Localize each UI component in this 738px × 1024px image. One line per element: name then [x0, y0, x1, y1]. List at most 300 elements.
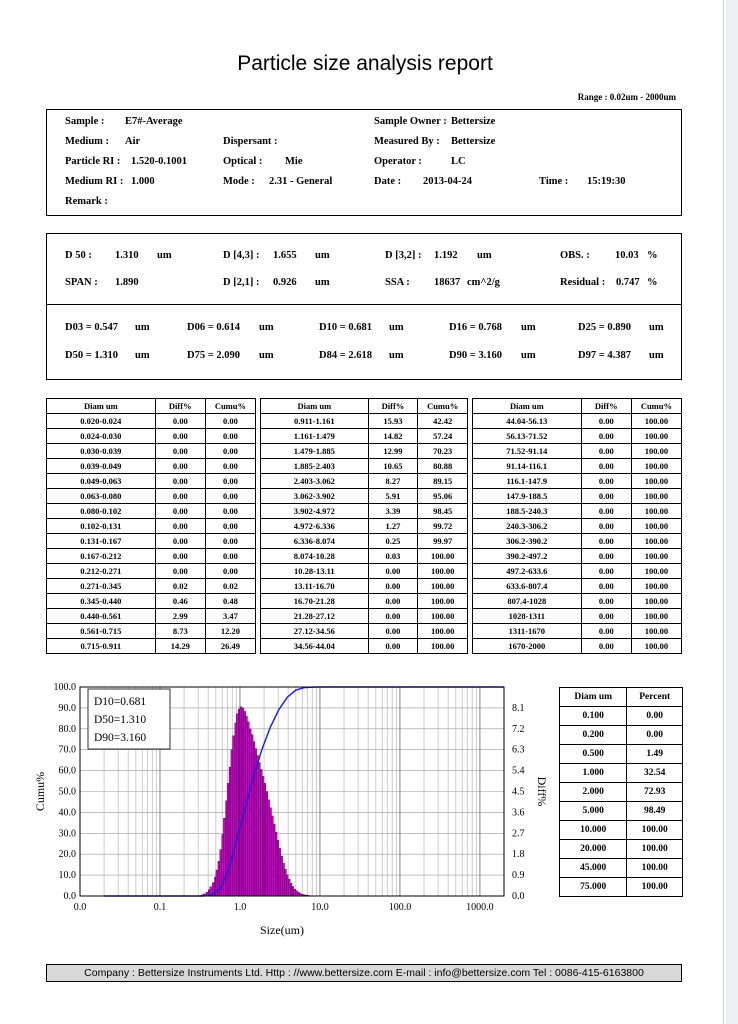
table-row	[261, 624, 468, 639]
y-left-tick-label: 20.0	[58, 849, 76, 861]
table-row	[560, 764, 683, 783]
diff-bar	[235, 723, 237, 896]
y-right-axis-label: Diff%	[535, 776, 549, 807]
obs-label: OBS. :	[560, 250, 590, 261]
pct-d25: D25 = 0.890	[578, 322, 631, 333]
table-cell: 13.11-16.70	[261, 579, 369, 594]
pct-d03-unit: um	[135, 322, 150, 333]
table-cell: 306.2-390.2	[473, 534, 582, 549]
table-cell: 0.212-0.271	[47, 564, 156, 579]
table-row	[47, 429, 256, 444]
table-row	[47, 624, 256, 639]
table-cell: 0.500	[560, 745, 627, 764]
page-edge	[723, 0, 724, 1024]
obs-unit: %	[647, 250, 658, 261]
diff-bar	[238, 709, 240, 896]
table-cell: 100.00	[627, 840, 683, 859]
table-row	[473, 444, 682, 459]
obs-value: 10.03	[615, 250, 639, 261]
table-row	[261, 414, 468, 429]
table-cell: 0.049-0.063	[47, 474, 156, 489]
table-cell: 0.00	[368, 609, 418, 624]
d50-unit: um	[157, 250, 172, 261]
table-cell: 0.00	[581, 639, 631, 654]
table-cell: 98.45	[418, 504, 468, 519]
diff-bar	[223, 818, 225, 896]
size-table-header-cell: Cumu%	[418, 399, 468, 414]
particle-ri-label: Particle RI :	[65, 156, 121, 167]
table-cell: 0.167-0.212	[47, 549, 156, 564]
d32-label: D [3,2] :	[385, 250, 422, 261]
table-cell: 0.00	[205, 549, 255, 564]
table-row	[261, 474, 468, 489]
medium-value: Air	[125, 136, 141, 147]
mode-value: 2.31 - General	[269, 176, 333, 187]
table-row	[560, 878, 683, 897]
table-row	[261, 564, 468, 579]
table-cell: 0.00	[155, 429, 205, 444]
diff-bar	[294, 889, 296, 896]
y-right-tick-label: 1.8	[512, 849, 525, 861]
diff-bar	[272, 816, 274, 896]
table-cell: 3.902-4.972	[261, 504, 369, 519]
table-cell: 0.00	[627, 707, 683, 726]
table-cell: 0.00	[205, 564, 255, 579]
table-row	[47, 609, 256, 624]
table-row	[473, 414, 682, 429]
mode-label: Mode :	[223, 176, 255, 187]
table-cell: 0.080-0.102	[47, 504, 156, 519]
table-row	[261, 594, 468, 609]
diff-bar	[286, 875, 288, 896]
operator-value: LC	[451, 156, 466, 167]
d32-unit: um	[477, 250, 492, 261]
diff-bar	[227, 783, 229, 896]
pct-d97-unit: um	[649, 350, 664, 361]
pct-d25-unit: um	[649, 322, 664, 333]
pct-d16-unit: um	[521, 322, 536, 333]
table-row	[47, 489, 256, 504]
d43-label: D [4,3] :	[223, 250, 260, 261]
table-row	[47, 639, 256, 654]
table-cell: 71.52-91.14	[473, 444, 582, 459]
table-row	[473, 624, 682, 639]
table-cell: 14.82	[368, 429, 418, 444]
table-cell: 0.00	[368, 594, 418, 609]
table-cell: 100.00	[631, 639, 681, 654]
table-cell: 1311-1670	[473, 624, 582, 639]
table-cell: 15.93	[368, 414, 418, 429]
table-cell: 100.00	[627, 859, 683, 878]
table-cell: 32.54	[627, 764, 683, 783]
table-cell: 100.00	[631, 549, 681, 564]
table-cell: 0.715-0.911	[47, 639, 156, 654]
y-left-tick-label: 0.0	[63, 891, 76, 902]
diff-bar	[275, 832, 277, 896]
table-row	[560, 859, 683, 878]
table-cell: 0.00	[581, 519, 631, 534]
table-cell: 91.14-116.1	[473, 459, 582, 474]
table-cell: 2.000	[560, 783, 627, 802]
x-tick-label: 1.0	[233, 902, 247, 913]
table-cell: 57.24	[418, 429, 468, 444]
pct-d10: D10 = 0.681	[319, 322, 372, 333]
table-cell: 8.73	[155, 624, 205, 639]
table-cell: 0.039-0.049	[47, 459, 156, 474]
table-row	[261, 639, 468, 654]
table-cell: 100.00	[418, 624, 468, 639]
table-cell: 0.00	[205, 489, 255, 504]
pct-d50: D50 = 1.310	[65, 350, 118, 361]
table-cell: 12.20	[205, 624, 255, 639]
table-cell: 0.00	[581, 504, 631, 519]
d21-unit: um	[315, 277, 330, 288]
table-cell: 0.00	[581, 459, 631, 474]
table-cell: 4.972-6.336	[261, 519, 369, 534]
stats-divider	[47, 304, 681, 305]
table-cell: 99.97	[418, 534, 468, 549]
table-cell: 3.47	[205, 609, 255, 624]
y-left-tick-label: 80.0	[58, 723, 76, 735]
medium-ri-label: Medium RI :	[65, 176, 124, 187]
table-row	[560, 783, 683, 802]
table-cell: 98.49	[627, 802, 683, 821]
d21-value: 0.926	[273, 277, 297, 288]
table-cell: 0.00	[581, 609, 631, 624]
table-cell: 0.00	[205, 504, 255, 519]
ssa-unit: cm^2/g	[467, 277, 500, 288]
table-row	[473, 429, 682, 444]
diff-bar	[288, 879, 290, 896]
x-axis-label: Size(um)	[260, 923, 304, 937]
range-label: Range : 0.02um - 2000um	[577, 92, 676, 102]
table-cell: 100.00	[631, 609, 681, 624]
y-right-tick-label: 7.2	[512, 723, 525, 735]
table-cell: 100.00	[418, 594, 468, 609]
table-cell: 1.49	[627, 745, 683, 764]
diff-bar	[242, 708, 244, 896]
diff-bar	[222, 834, 224, 896]
diff-bar	[229, 767, 231, 896]
table-cell: 100.00	[631, 414, 681, 429]
table-cell: 100.00	[418, 609, 468, 624]
annotation-text: D90=3.160	[94, 732, 147, 744]
stats-box	[46, 233, 682, 380]
table-cell: 0.00	[581, 564, 631, 579]
pct-d10-unit: um	[389, 322, 404, 333]
table-row	[473, 474, 682, 489]
size-table-header-cell: Diam um	[47, 399, 156, 414]
size-table-header	[473, 399, 682, 414]
table-cell: 0.00	[581, 549, 631, 564]
diff-bar	[268, 800, 270, 896]
y-left-tick-label: 70.0	[58, 744, 76, 756]
table-cell: 188.5-240.3	[473, 504, 582, 519]
size-table-header-cell: Diam um	[473, 399, 582, 414]
table-cell: 0.00	[155, 444, 205, 459]
diff-bar	[262, 776, 264, 896]
table-row	[261, 609, 468, 624]
pct-d06: D06 = 0.614	[187, 322, 240, 333]
size-table-header-cell: Cumu%	[631, 399, 681, 414]
diff-bar	[270, 808, 272, 896]
y-right-tick-label: 6.3	[512, 744, 525, 756]
table-cell: 240.3-306.2	[473, 519, 582, 534]
table-cell: 0.00	[368, 564, 418, 579]
medium-label: Medium :	[65, 136, 110, 147]
table-cell: 0.100	[560, 707, 627, 726]
table-cell: 100.00	[418, 579, 468, 594]
diff-bar	[236, 714, 238, 896]
table-row	[47, 444, 256, 459]
table-row	[473, 489, 682, 504]
table-cell: 0.00	[205, 474, 255, 489]
optical-value: Mie	[285, 156, 303, 167]
diff-bar	[285, 869, 287, 896]
table-cell: 0.00	[205, 534, 255, 549]
table-cell: 100.00	[631, 624, 681, 639]
table-row	[261, 459, 468, 474]
table-row	[473, 594, 682, 609]
ssa-label: SSA :	[385, 277, 410, 288]
span-label: SPAN :	[65, 277, 98, 288]
d50-label: D 50 :	[65, 250, 92, 261]
table-cell: 21.28-27.12	[261, 609, 369, 624]
size-table-header-cell: Diff%	[155, 399, 205, 414]
table-cell: 0.25	[368, 534, 418, 549]
table-row	[560, 745, 683, 764]
table-row	[47, 414, 256, 429]
table-cell: 10.000	[560, 821, 627, 840]
diff-bar	[233, 736, 235, 896]
table-cell: 0.345-0.440	[47, 594, 156, 609]
table-cell: 45.000	[560, 859, 627, 878]
table-cell: 100.00	[631, 564, 681, 579]
table-row	[47, 459, 256, 474]
table-cell: 0.440-0.561	[47, 609, 156, 624]
table-row	[473, 639, 682, 654]
d21-label: D [2,1] :	[223, 277, 260, 288]
table-row	[47, 564, 256, 579]
table-row	[261, 504, 468, 519]
table-cell: 100.00	[631, 594, 681, 609]
table-cell: 1.000	[560, 764, 627, 783]
table-cell: 100.00	[631, 579, 681, 594]
table-cell: 0.00	[581, 444, 631, 459]
percent-table	[559, 687, 683, 897]
table-row	[560, 821, 683, 840]
table-cell: 26.49	[205, 639, 255, 654]
table-cell: 2.99	[155, 609, 205, 624]
diff-bar	[279, 848, 281, 896]
diff-bar	[281, 856, 283, 896]
table-cell: 89.15	[418, 474, 468, 489]
x-tick-label: 0.1	[153, 902, 167, 913]
table-cell: 807.4-1028	[473, 594, 582, 609]
diff-bar	[253, 742, 255, 896]
table-cell: 0.00	[205, 414, 255, 429]
operator-label: Operator :	[374, 156, 422, 167]
table-cell: 0.00	[581, 594, 631, 609]
d32-value: 1.192	[434, 250, 458, 261]
table-row	[560, 707, 683, 726]
table-cell: 8.27	[368, 474, 418, 489]
size-table-header-cell: Diff%	[581, 399, 631, 414]
table-cell: 0.063-0.080	[47, 489, 156, 504]
table-cell: 0.00	[581, 429, 631, 444]
table-cell: 100.00	[631, 459, 681, 474]
table-cell: 100.00	[631, 429, 681, 444]
sample-owner-label: Sample Owner :	[374, 116, 447, 127]
table-cell: 0.03	[368, 549, 418, 564]
table-row	[473, 549, 682, 564]
report-title: Particle size analysis report	[237, 52, 493, 75]
date-label: Date :	[374, 176, 402, 187]
medium-ri-value: 1.000	[131, 176, 155, 187]
sample-label: Sample :	[65, 116, 105, 127]
table-row	[261, 444, 468, 459]
percent-table-header-cell: Percent	[627, 688, 683, 707]
table-cell: 100.00	[418, 564, 468, 579]
table-cell: 100.00	[418, 549, 468, 564]
pct-d50-unit: um	[135, 350, 150, 361]
measured-by-label: Measured By :	[374, 136, 440, 147]
time-value: 15:19:30	[587, 176, 626, 187]
y-right-tick-label: 2.7	[512, 828, 525, 840]
table-cell: 633.6-807.4	[473, 579, 582, 594]
table-cell: 5.91	[368, 489, 418, 504]
optical-label: Optical :	[223, 156, 263, 167]
sample-value: E7#-Average	[125, 116, 183, 127]
table-cell: 80.88	[418, 459, 468, 474]
x-tick-label: 0.0	[73, 902, 87, 913]
table-cell: 0.00	[581, 534, 631, 549]
table-cell: 0.102-0.131	[47, 519, 156, 534]
table-cell: 100.00	[627, 878, 683, 897]
pct-d75: D75 = 2.090	[187, 350, 240, 361]
y-right-tick-label: 8.1	[512, 702, 525, 714]
table-cell: 12.99	[368, 444, 418, 459]
size-table-header-cell: Cumu%	[205, 399, 255, 414]
table-row	[473, 504, 682, 519]
table-cell: 1.885-2.403	[261, 459, 369, 474]
diff-bar	[298, 892, 300, 896]
table-cell: 0.00	[368, 639, 418, 654]
table-row	[261, 534, 468, 549]
pct-d90: D90 = 3.160	[449, 350, 502, 361]
ssa-value: 18637	[434, 277, 461, 288]
y-left-tick-label: 10.0	[58, 870, 76, 882]
diff-bar	[292, 886, 294, 896]
table-cell: 0.00	[155, 519, 205, 534]
d50-value: 1.310	[115, 250, 139, 261]
table-cell: 6.336-8.074	[261, 534, 369, 549]
table-cell: 72.93	[627, 783, 683, 802]
table-cell: 0.00	[155, 564, 205, 579]
diff-bar	[251, 735, 253, 896]
table-cell: 3.39	[368, 504, 418, 519]
table-row	[47, 519, 256, 534]
particle-ri-value: 1.520-0.1001	[131, 156, 187, 167]
table-cell: 0.131-0.167	[47, 534, 156, 549]
table-cell: 44.04-56.13	[473, 414, 582, 429]
date-value: 2013-04-24	[423, 176, 472, 187]
table-cell: 10.65	[368, 459, 418, 474]
table-cell: 0.00	[155, 489, 205, 504]
table-row	[261, 429, 468, 444]
table-row	[473, 609, 682, 624]
distribution-chart	[30, 676, 560, 942]
table-cell: 100.00	[631, 474, 681, 489]
x-tick-label: 1000.0	[466, 902, 494, 913]
sample-owner-value: Bettersize	[451, 116, 496, 127]
table-row	[47, 504, 256, 519]
table-cell: 0.00	[581, 474, 631, 489]
table-cell: 100.00	[627, 821, 683, 840]
remark-label: Remark :	[65, 196, 108, 207]
measured-by-value: Bettersize	[451, 136, 496, 147]
table-cell: 0.911-1.161	[261, 414, 369, 429]
table-cell: 0.00	[155, 474, 205, 489]
d43-value: 1.655	[273, 250, 297, 261]
size-table-3	[472, 398, 682, 654]
diff-bar	[231, 750, 233, 896]
table-cell: 100.00	[631, 534, 681, 549]
table-cell: 0.00	[155, 414, 205, 429]
table-cell: 95.06	[418, 489, 468, 504]
table-cell: 0.48	[205, 594, 255, 609]
y-right-tick-label: 4.5	[512, 786, 525, 798]
table-row	[473, 534, 682, 549]
table-cell: 0.200	[560, 726, 627, 745]
time-label: Time :	[539, 176, 569, 187]
table-row	[473, 579, 682, 594]
diff-bar	[247, 722, 249, 896]
diff-bar	[266, 792, 268, 897]
table-cell: 27.12-34.56	[261, 624, 369, 639]
y-right-tick-label: 0.9	[512, 870, 525, 882]
pct-d84: D84 = 2.618	[319, 350, 372, 361]
table-row	[47, 534, 256, 549]
table-cell: 0.00	[368, 579, 418, 594]
table-cell: 56.13-71.52	[473, 429, 582, 444]
y-left-axis-label: Cumu%	[33, 771, 47, 812]
table-cell: 0.00	[627, 726, 683, 745]
table-cell: 8.074-10.28	[261, 549, 369, 564]
table-cell: 5.000	[560, 802, 627, 821]
residual-value: 0.747	[616, 277, 640, 288]
y-left-tick-label: 100.0	[53, 682, 76, 693]
y-left-tick-label: 40.0	[58, 807, 76, 819]
table-cell: 0.00	[581, 579, 631, 594]
table-cell: 0.561-0.715	[47, 624, 156, 639]
table-cell: 0.00	[368, 624, 418, 639]
sample-info-box	[46, 109, 682, 216]
diff-bar	[240, 707, 242, 896]
table-cell: 0.00	[581, 624, 631, 639]
table-cell: 1028-1311	[473, 609, 582, 624]
table-cell: 0.46	[155, 594, 205, 609]
pct-d16: D16 = 0.768	[449, 322, 502, 333]
span-value: 1.890	[115, 277, 139, 288]
table-cell: 0.00	[205, 444, 255, 459]
table-cell: 10.28-13.11	[261, 564, 369, 579]
page-edge-shadow	[726, 0, 738, 1024]
diff-bar	[273, 824, 275, 896]
table-cell: 116.1-147.9	[473, 474, 582, 489]
table-row	[560, 726, 683, 745]
pct-d90-unit: um	[521, 350, 536, 361]
